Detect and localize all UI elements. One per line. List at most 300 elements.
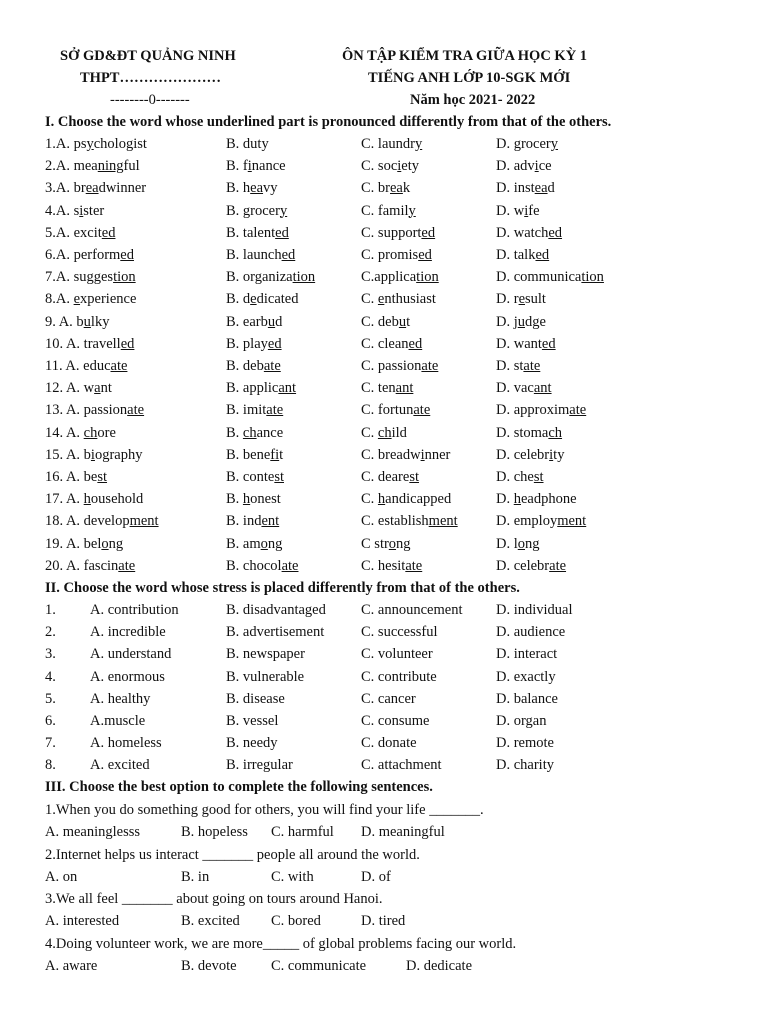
question-row bbox=[0, 491, 768, 513]
option-b bbox=[226, 180, 278, 197]
question-number: 6. bbox=[45, 713, 56, 729]
option-b: B. in bbox=[181, 868, 210, 885]
option-b: B. newspaper bbox=[226, 646, 305, 663]
option-b bbox=[226, 402, 283, 419]
underlined-part: e bbox=[73, 291, 81, 308]
option-b: B. advertisement bbox=[226, 624, 325, 641]
option-text-prefix: B. launch bbox=[226, 247, 282, 263]
options-row bbox=[0, 824, 768, 846]
option-a bbox=[45, 402, 144, 419]
option-c: C. communicate bbox=[271, 957, 367, 974]
option-a bbox=[45, 425, 116, 442]
underlined-part: y bbox=[279, 202, 288, 219]
option-c bbox=[361, 358, 438, 375]
underlined-part: ch bbox=[548, 424, 563, 441]
underlined-part: ea bbox=[85, 180, 99, 197]
option-text-suffix: nthusiast bbox=[384, 291, 436, 308]
underlined-part: h bbox=[83, 491, 91, 508]
option-text-prefix: D. bbox=[496, 491, 514, 508]
underlined-part: e bbox=[518, 291, 525, 308]
underlined-part: i bbox=[397, 158, 402, 175]
option-a bbox=[45, 380, 112, 397]
underlined-part: ch bbox=[242, 424, 257, 441]
option-a bbox=[45, 447, 142, 464]
option-b bbox=[226, 380, 296, 397]
underlined-part: ate bbox=[421, 358, 439, 374]
section-1-title: I. Choose the word whose underlined part is pronounced differently from that of the others. bbox=[45, 114, 612, 130]
option-text-prefix: B. bene bbox=[226, 446, 271, 463]
option-text-suffix: ful bbox=[123, 158, 140, 175]
option-text-prefix: B. applic bbox=[226, 380, 279, 397]
underlined-part: i bbox=[534, 158, 539, 175]
option-text-suffix: t bbox=[406, 313, 411, 330]
option-text-prefix: 8.A. bbox=[45, 291, 74, 308]
underlined-part: i bbox=[90, 446, 95, 463]
option-c bbox=[361, 513, 458, 530]
option-text-prefix: B. grocer bbox=[226, 202, 280, 219]
question-number: 5. bbox=[45, 690, 56, 707]
option-a bbox=[45, 269, 136, 286]
option-text-suffix: ng bbox=[267, 535, 283, 552]
question-row bbox=[0, 314, 768, 336]
option-a bbox=[45, 180, 146, 197]
option-a bbox=[45, 247, 134, 264]
option-text-prefix: B. organiza bbox=[226, 269, 293, 286]
option-d bbox=[496, 558, 566, 575]
option-a: A. understand bbox=[90, 646, 172, 663]
option-text-suffix: ng bbox=[525, 535, 540, 552]
section-2-title: II. Choose the word whose stress is placed differently from that of the others. bbox=[45, 580, 520, 596]
option-text-prefix: D. stoma bbox=[496, 424, 549, 441]
option-c bbox=[361, 336, 422, 353]
option-text-prefix: B. f bbox=[226, 158, 248, 175]
option-text-prefix: B. am bbox=[226, 535, 261, 552]
option-c: C. harmful bbox=[271, 824, 334, 840]
underlined-part: st bbox=[409, 469, 419, 485]
option-text-suffix: chologist bbox=[93, 136, 147, 152]
option-text-prefix: 14. A. bbox=[45, 424, 84, 441]
option-c: C. consume bbox=[361, 713, 430, 729]
underlined-part: u bbox=[517, 313, 525, 330]
option-d bbox=[496, 203, 540, 220]
question-row bbox=[0, 158, 768, 180]
option-text-prefix: 3.A. br bbox=[45, 180, 86, 197]
underlined-part: st bbox=[97, 469, 108, 485]
option-text-prefix: 15. A. b bbox=[45, 446, 91, 463]
underlined-part: ed bbox=[281, 247, 296, 263]
option-text-suffix: d bbox=[275, 313, 283, 330]
underlined-part: o bbox=[260, 535, 268, 552]
options-row bbox=[0, 913, 768, 935]
underlined-part: i bbox=[79, 202, 84, 219]
option-b bbox=[226, 136, 269, 153]
option-c: C. with bbox=[271, 868, 314, 885]
option-text-prefix: C. establish bbox=[361, 513, 429, 530]
underlined-part: i bbox=[524, 202, 529, 219]
option-a: A. aware bbox=[45, 957, 98, 974]
underlined-part: ate bbox=[569, 402, 587, 419]
question-row bbox=[0, 247, 768, 269]
option-text-prefix: 4.A. s bbox=[45, 202, 80, 219]
option-a bbox=[45, 469, 107, 486]
option-d: D. tired bbox=[361, 913, 406, 929]
options-row bbox=[0, 958, 768, 980]
question-number: 8. bbox=[45, 757, 56, 774]
option-a bbox=[45, 291, 136, 308]
option-text-suffix: nt bbox=[100, 380, 112, 397]
underlined-part: ate bbox=[118, 557, 136, 574]
underlined-part: tion bbox=[113, 269, 136, 286]
underlined-part: ed bbox=[535, 247, 550, 263]
option-b bbox=[226, 358, 281, 375]
question-row bbox=[0, 380, 768, 402]
option-d bbox=[496, 491, 577, 508]
option-c bbox=[361, 314, 410, 331]
option-text-prefix: D. watch bbox=[496, 224, 549, 241]
option-a bbox=[45, 225, 115, 242]
question-number: 4. bbox=[45, 668, 56, 685]
option-c: C. announcement bbox=[361, 602, 463, 618]
option-d bbox=[496, 380, 552, 397]
option-text-prefix: 11. A. educ bbox=[45, 358, 111, 374]
section-3-title: III. Choose the best option to complete the following sentences. bbox=[45, 779, 433, 795]
option-text-prefix: C. clean bbox=[361, 335, 409, 352]
option-a bbox=[45, 136, 147, 153]
option-d: D. charity bbox=[496, 757, 554, 774]
option-c: C. cancer bbox=[361, 690, 416, 707]
option-a: A. on bbox=[45, 868, 78, 885]
underlined-part: o bbox=[517, 535, 525, 552]
option-text-prefix: B. bbox=[226, 424, 243, 441]
option-a bbox=[45, 358, 127, 375]
option-a bbox=[45, 336, 134, 353]
option-text-suffix: d bbox=[547, 180, 555, 197]
option-text-prefix: D. che bbox=[496, 469, 534, 485]
option-c bbox=[361, 225, 435, 242]
underlined-part: tion bbox=[581, 269, 604, 286]
option-text-prefix: C. deare bbox=[361, 469, 410, 485]
underlined-part: ate bbox=[127, 402, 145, 419]
option-b bbox=[226, 247, 295, 264]
option-a: A. healthy bbox=[90, 690, 151, 707]
option-text-prefix: B. conte bbox=[226, 469, 275, 485]
option-a: A. contribution bbox=[90, 602, 179, 618]
question-row bbox=[0, 269, 768, 291]
option-c bbox=[361, 136, 422, 153]
option-b bbox=[226, 314, 282, 331]
question-number: 1. bbox=[45, 602, 56, 618]
option-a: A. homeless bbox=[90, 735, 162, 752]
option-text-prefix: B. talent bbox=[226, 224, 276, 241]
option-text-suffix: fe bbox=[528, 202, 540, 219]
question-row bbox=[0, 447, 768, 469]
option-text-prefix: B. chocol bbox=[226, 557, 282, 574]
option-a: A.muscle bbox=[90, 713, 146, 729]
option-text-prefix: 6.A. perform bbox=[45, 247, 121, 263]
option-c bbox=[361, 158, 419, 175]
option-d: D. of bbox=[361, 868, 391, 885]
option-text-suffix: eadphone bbox=[520, 491, 577, 508]
option-d: D. remote bbox=[496, 735, 554, 752]
options-row bbox=[0, 869, 768, 891]
option-text-prefix: C. passion bbox=[361, 358, 422, 374]
option-text-prefix: D. st bbox=[496, 358, 524, 374]
option-text-suffix: ng bbox=[108, 535, 124, 552]
underlined-part: ning bbox=[97, 158, 124, 175]
underlined-part: y bbox=[414, 136, 423, 152]
option-text-prefix: C. bbox=[361, 424, 378, 441]
option-d: D. organ bbox=[496, 713, 547, 729]
option-text-suffix: ild bbox=[391, 424, 407, 441]
option-text-prefix: D. vac bbox=[496, 380, 534, 397]
option-a: A. enormous bbox=[90, 668, 165, 685]
option-text-suffix: k bbox=[402, 180, 411, 197]
option-b bbox=[226, 336, 282, 353]
option-b: B. devote bbox=[181, 957, 237, 974]
underlined-part: ea bbox=[534, 180, 548, 197]
underlined-part: ate bbox=[549, 557, 567, 574]
option-text-prefix: 10. A. travell bbox=[45, 335, 121, 352]
option-text-suffix: xperience bbox=[80, 291, 137, 308]
option-text-prefix: D. r bbox=[496, 291, 519, 308]
option-b bbox=[226, 269, 315, 286]
option-d bbox=[496, 447, 564, 464]
option-text-suffix: nance bbox=[251, 158, 286, 175]
underlined-part: ea bbox=[390, 180, 403, 197]
question-number: 7. bbox=[45, 735, 56, 752]
option-d bbox=[496, 314, 546, 331]
option-text-prefix: C. laundr bbox=[361, 136, 415, 152]
underlined-part: h bbox=[513, 491, 521, 508]
header-exam-title: ÔN TẬP KIỂM TRA GIỮA HỌC KỲ 1 bbox=[342, 48, 588, 64]
option-text-prefix: C. hesit bbox=[361, 557, 406, 574]
underlined-part: ed bbox=[120, 247, 134, 263]
option-d bbox=[496, 336, 556, 353]
option-b bbox=[226, 469, 284, 486]
option-text-prefix: C.applica bbox=[361, 269, 417, 286]
option-text-prefix: C. bbox=[361, 491, 378, 508]
option-text-prefix: C. deb bbox=[361, 313, 399, 330]
underlined-part: ed bbox=[275, 224, 289, 241]
underlined-part: u bbox=[267, 313, 276, 330]
underlined-part: a bbox=[94, 380, 101, 397]
option-text-prefix: D. l bbox=[496, 535, 518, 552]
option-text-suffix: ster bbox=[83, 202, 105, 219]
question-row bbox=[0, 757, 768, 779]
option-text-suffix: t bbox=[279, 446, 284, 463]
option-c bbox=[361, 402, 430, 419]
option-b: B. hopeless bbox=[181, 824, 248, 840]
option-text-suffix: onest bbox=[250, 491, 281, 508]
option-text-prefix: B. bbox=[226, 491, 243, 508]
option-text-prefix: D. adv bbox=[496, 158, 535, 175]
underlined-part: ent bbox=[261, 513, 280, 530]
option-text-prefix: C. support bbox=[361, 224, 422, 241]
option-d bbox=[496, 247, 549, 264]
option-c bbox=[361, 447, 450, 464]
underlined-part: st bbox=[274, 469, 284, 485]
option-text-prefix: C. promis bbox=[361, 247, 419, 263]
option-text-prefix: B. imit bbox=[226, 402, 267, 419]
option-text-prefix: 5.A. excit bbox=[45, 224, 102, 241]
underlined-part: ate bbox=[413, 402, 431, 419]
underlined-part: ch bbox=[83, 424, 98, 441]
underlined-part: i bbox=[420, 446, 425, 463]
option-text-suffix: dwinner bbox=[98, 180, 147, 197]
underlined-part: fi bbox=[270, 446, 280, 463]
option-d: D. dedicate bbox=[406, 957, 473, 974]
option-text-prefix: D. approxim bbox=[496, 402, 570, 419]
option-b bbox=[226, 158, 286, 175]
option-text-prefix: B. ind bbox=[226, 513, 262, 530]
option-text-prefix: D. grocer bbox=[496, 136, 551, 152]
option-text-suffix: ance bbox=[256, 424, 284, 441]
option-b bbox=[226, 558, 298, 575]
option-d: D. balance bbox=[496, 690, 558, 707]
option-text-suffix: nner bbox=[424, 446, 451, 463]
question-row bbox=[0, 624, 768, 646]
option-d: D. audience bbox=[496, 624, 566, 641]
underlined-part: ate bbox=[110, 358, 128, 374]
option-b bbox=[226, 203, 287, 220]
underlined-part: e bbox=[377, 291, 385, 308]
option-b: B. vulnerable bbox=[226, 668, 305, 685]
question-row bbox=[0, 291, 768, 313]
question-row bbox=[0, 735, 768, 757]
option-text-suffix: ore bbox=[97, 424, 116, 441]
option-d bbox=[496, 536, 540, 553]
option-text-suffix: andicapped bbox=[385, 491, 452, 508]
option-c: C. donate bbox=[361, 735, 417, 752]
option-text-prefix: 9. A. b bbox=[45, 313, 84, 330]
option-text-prefix: D. inst bbox=[496, 180, 535, 197]
underlined-part: h bbox=[242, 491, 251, 508]
option-text-prefix: 19. A. bel bbox=[45, 535, 102, 552]
question-text: 1.When you do something good for others, you will find your life _______. bbox=[45, 802, 484, 818]
option-text-prefix: 20. A. fascin bbox=[45, 557, 119, 574]
question-row bbox=[0, 513, 768, 535]
option-b bbox=[226, 225, 289, 242]
question-row bbox=[0, 180, 768, 202]
option-text-prefix: D. want bbox=[496, 335, 542, 352]
underlined-part: ed bbox=[267, 335, 282, 352]
question-row bbox=[0, 203, 768, 225]
underlined-part: ed bbox=[541, 335, 556, 352]
option-text-prefix: 7.A. sugges bbox=[45, 269, 114, 286]
option-d bbox=[496, 269, 604, 286]
option-c bbox=[361, 180, 410, 197]
option-d bbox=[496, 425, 562, 442]
option-text-prefix: D. j bbox=[496, 313, 518, 330]
underlined-part: i bbox=[549, 446, 554, 463]
option-a bbox=[45, 158, 140, 175]
option-d: D. exactly bbox=[496, 668, 556, 685]
option-d bbox=[496, 180, 555, 197]
question-row bbox=[0, 225, 768, 247]
question-number: 2. bbox=[45, 624, 56, 641]
option-c bbox=[361, 536, 411, 553]
option-c bbox=[361, 203, 416, 220]
question-text: 3.We all feel _______ about going on tours around Hanoi. bbox=[45, 891, 383, 907]
option-d bbox=[496, 225, 562, 242]
option-c: C. attachment bbox=[361, 757, 442, 774]
option-text-prefix: D. celebr bbox=[496, 446, 550, 463]
question-row bbox=[0, 402, 768, 424]
option-d bbox=[496, 402, 586, 419]
underlined-part: ate bbox=[405, 557, 423, 574]
underlined-part: ate bbox=[523, 358, 541, 374]
option-a bbox=[45, 314, 109, 331]
option-c: C. contribute bbox=[361, 668, 437, 685]
option-text-prefix: C. breadw bbox=[361, 446, 421, 463]
header-school-year: Năm học 2021- 2022 bbox=[410, 92, 536, 108]
option-c bbox=[361, 247, 432, 264]
option-a bbox=[45, 558, 135, 575]
underlined-part: u bbox=[83, 313, 91, 330]
option-b: B. disease bbox=[226, 690, 285, 707]
question-row bbox=[0, 336, 768, 358]
underlined-part: ant bbox=[395, 380, 414, 397]
underlined-part: ate bbox=[263, 358, 281, 374]
option-a: A. meaninglesss bbox=[45, 824, 141, 840]
option-d bbox=[496, 136, 558, 153]
question-row bbox=[0, 646, 768, 668]
underlined-part: ate bbox=[281, 557, 299, 574]
option-c bbox=[361, 425, 407, 442]
option-text-prefix: C str bbox=[361, 535, 389, 552]
option-text-prefix: C. famil bbox=[361, 202, 409, 219]
question-row bbox=[0, 558, 768, 580]
option-text-prefix: B. h bbox=[226, 180, 251, 197]
header-school: THPT………………… bbox=[80, 70, 221, 86]
question-row bbox=[0, 358, 768, 380]
option-text-prefix: 12. A. w bbox=[45, 380, 95, 397]
option-b bbox=[226, 291, 298, 308]
option-text-suffix: ography bbox=[94, 446, 143, 463]
option-text-prefix: 16. A. be bbox=[45, 469, 98, 485]
option-text-suffix: ousehold bbox=[90, 491, 144, 508]
option-text-prefix: D. talk bbox=[496, 247, 536, 263]
question-row bbox=[0, 602, 768, 624]
underlined-part: y bbox=[550, 136, 559, 152]
option-d bbox=[496, 358, 540, 375]
option-d bbox=[496, 513, 586, 530]
option-b bbox=[226, 447, 283, 464]
option-b: B. vessel bbox=[226, 713, 279, 729]
option-text-prefix: C. ten bbox=[361, 380, 396, 397]
option-c bbox=[361, 558, 422, 575]
header-separator: --------0------- bbox=[110, 92, 190, 108]
underlined-part: tion bbox=[292, 269, 316, 286]
option-c: C. bored bbox=[271, 913, 321, 929]
option-d bbox=[496, 469, 544, 486]
underlined-part: ed bbox=[120, 335, 135, 352]
option-a: A. incredible bbox=[90, 624, 166, 641]
underlined-part: ed bbox=[101, 224, 116, 241]
option-d: D. individual bbox=[496, 602, 573, 618]
option-text-suffix: sult bbox=[525, 291, 546, 308]
option-text-prefix: D. employ bbox=[496, 513, 558, 530]
underlined-part: ed bbox=[418, 247, 432, 263]
option-text-prefix: 17. A. bbox=[45, 491, 84, 508]
underlined-part: y bbox=[86, 136, 94, 152]
question-row bbox=[0, 536, 768, 558]
option-d bbox=[496, 158, 552, 175]
option-text-suffix: ce bbox=[538, 158, 552, 175]
underlined-part: ate bbox=[266, 402, 284, 419]
option-c bbox=[361, 491, 451, 508]
underlined-part: e bbox=[250, 291, 257, 308]
